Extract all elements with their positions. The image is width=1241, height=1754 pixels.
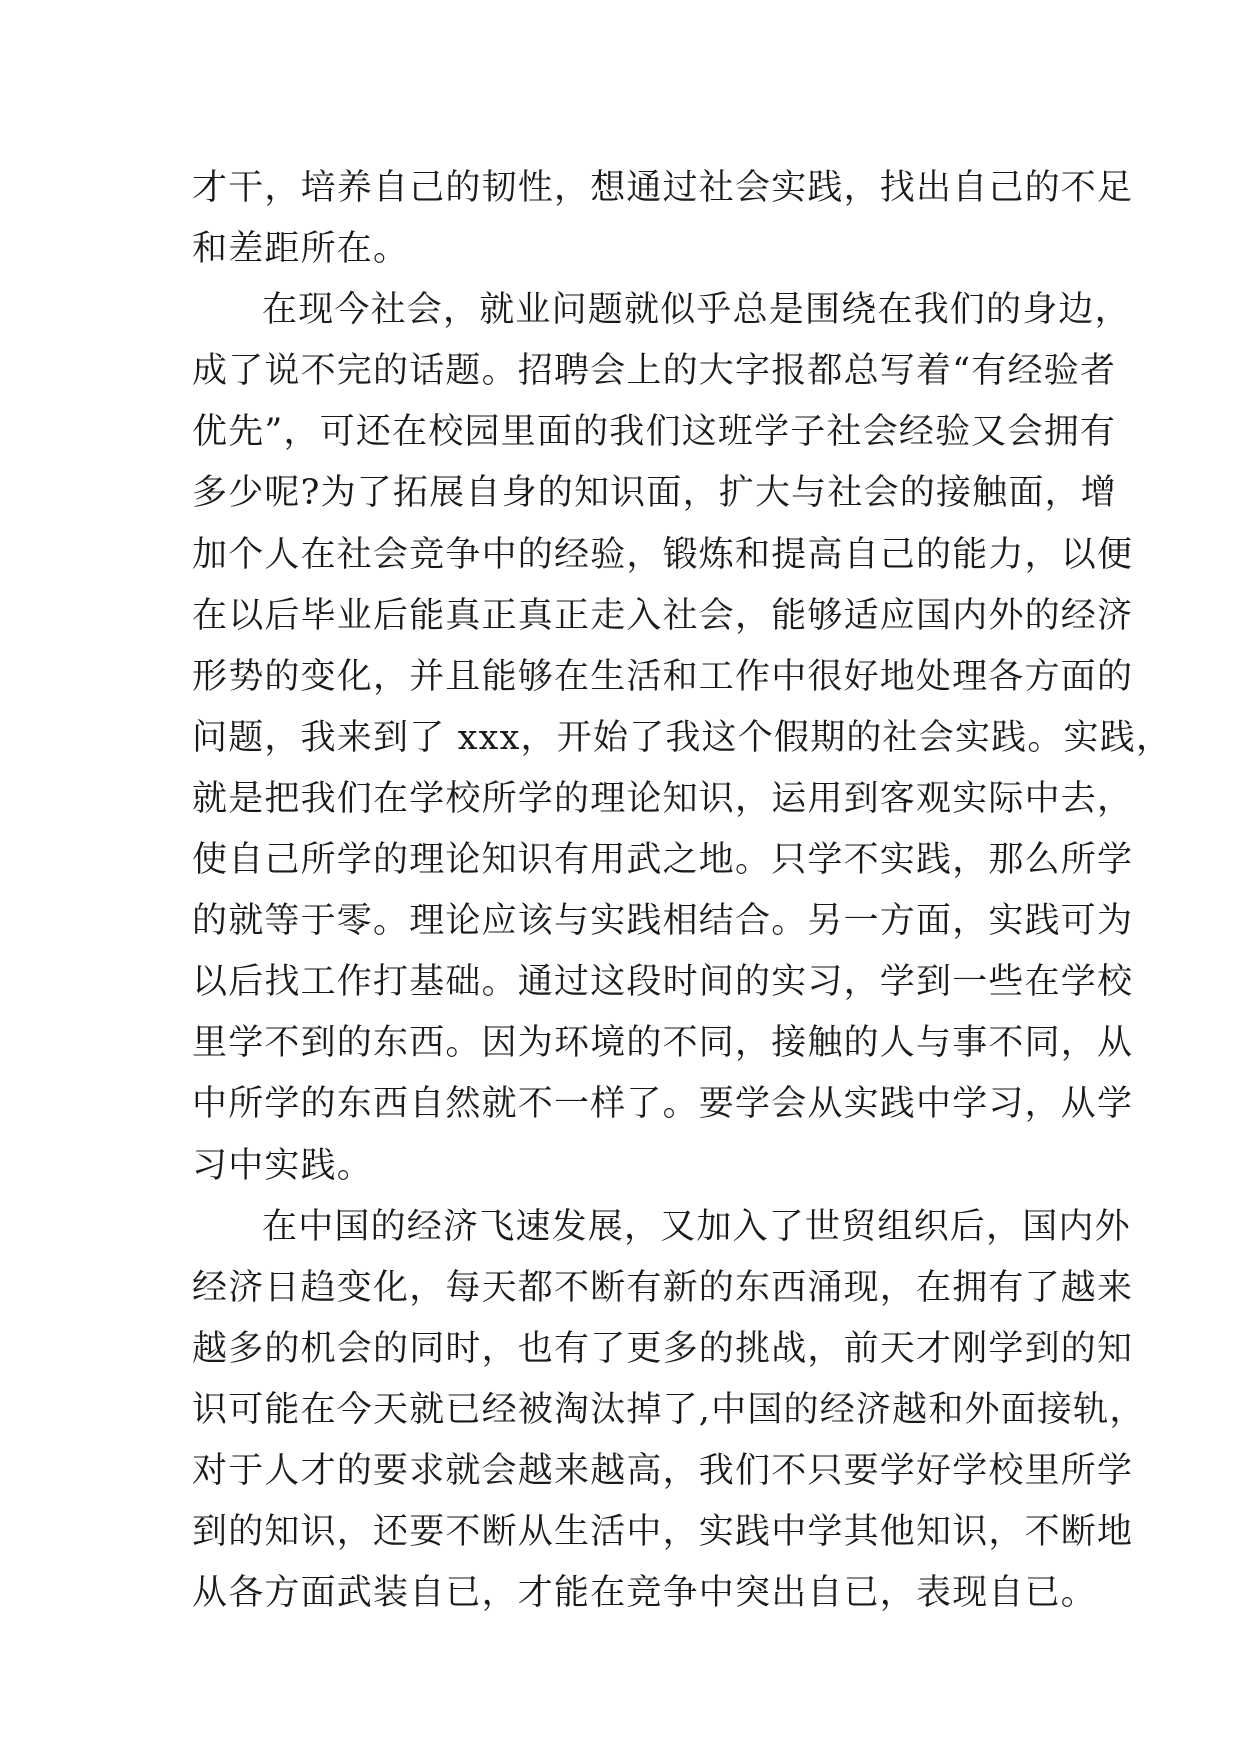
paragraph-first-line: 在现今社会，就业问题就似乎总是围绕在我们的身边， [262,290,1131,331]
text-line: 的就等于零。理论应该与实践相结合。另一方面，实践可为 [192,901,1134,942]
text-line: 以后找工作打基础。通过这段时间的实习，学到一些在学校 [192,962,1134,1003]
text-line: 识可能在今天就已经被淘汰掉了,中国的经济越和外面接轨， [192,1389,1146,1430]
text-line: 成了说不完的话题。招聘会上的大字报都总写着“有经验者 [192,351,1117,392]
text-line: 才干，培养自己的韧性，想通过社会实践，找出自己的不足 [192,168,1134,208]
text-line: 里学不到的东西。因为环境的不同，接触的人与事不同，从 [192,1023,1134,1064]
text-line: 到的知识，还要不断从生活中，实践中学其他知识，不断地 [192,1512,1134,1553]
text-line: 从各方面武装自已，才能在竞争中突出自已，表现自已。 [192,1573,1098,1614]
text-line: 越多的机会的同时，也有了更多的挑战，前天才刚学到的知 [192,1328,1134,1369]
text-line: 加个人在社会竞争中的经验，锻炼和提高自己的能力，以便 [192,534,1134,575]
text-line: 习中实践。 [192,1145,374,1186]
text-line: 和差距所在。 [192,229,410,270]
text-line: 优先”，可还在校园里面的我们这班学子社会经验又会拥有 [192,412,1117,453]
text-line: 在以后毕业后能真正真正走入社会，能够适应国内外的经济 [192,595,1134,636]
text-line: 就是把我们在学校所学的理论知识，运用到客观实际中去， [192,778,1134,819]
text-line: 使自己所学的理论知识有用武之地。只学不实践，那么所学 [192,840,1134,881]
text-line: 对于人才的要求就会越来越高，我们不只要学好学校里所学 [192,1450,1134,1491]
text-line: 形势的变化，并且能够在生活和工作中很好地处理各方面的 [192,656,1134,697]
body-text [192,158,1173,1624]
text-line: 问题，我来到了 xxx，开始了我这个假期的社会实践。实践， [192,717,1173,758]
text-line: 多少呢?为了拓展自身的知识面，扩大与社会的接触面，增 [192,473,1117,514]
text-line: 中所学的东西自然就不一样了。要学会从实践中学习，从学 [192,1084,1134,1125]
text-line: 经济日趋变化，每天都不断有新的东西涌现，在拥有了越来 [192,1267,1134,1308]
paragraph-first-line: 在中国的经济飞速发展，又加入了世贸组织后，国内外 [262,1206,1131,1247]
